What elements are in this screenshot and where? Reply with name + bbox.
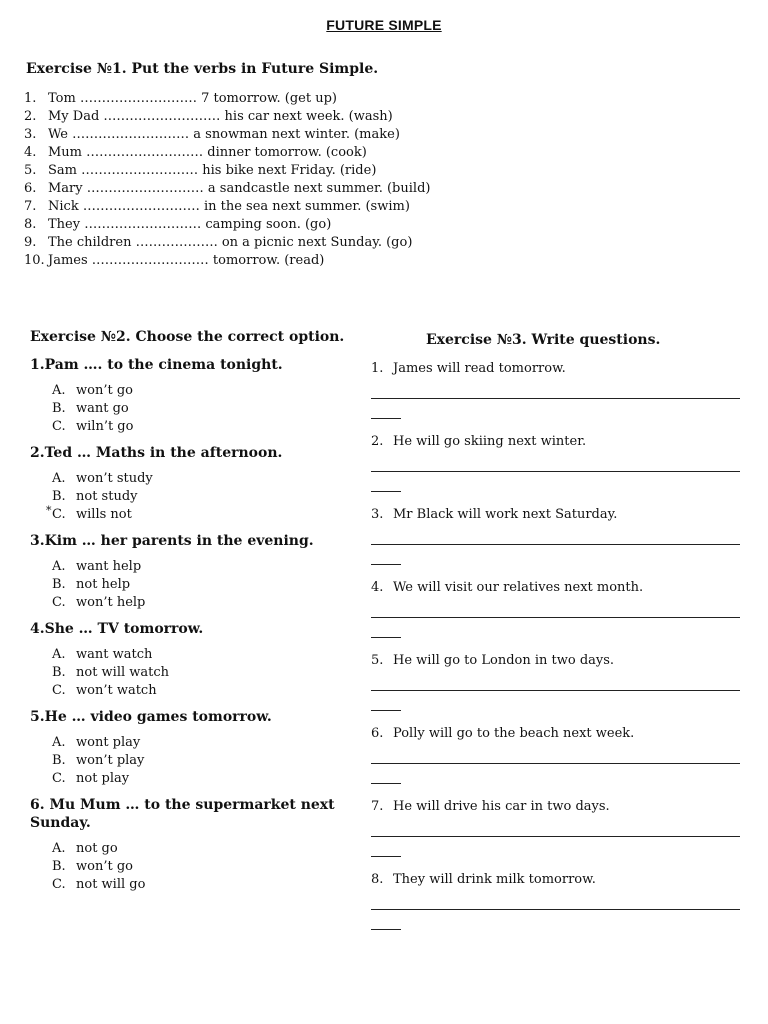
option-text: wont play <box>76 735 141 750</box>
exercise1-item-text: We ……………………… a snowman next winter. (make) <box>48 127 400 142</box>
exercise3-item-number: 8. <box>371 872 384 887</box>
exercise1-item <box>24 90 430 108</box>
answer-option <box>30 876 350 894</box>
answer-option <box>30 418 350 436</box>
exercise1-item <box>24 144 430 162</box>
answer-line <box>371 544 740 545</box>
option-text: won’t watch <box>76 683 157 698</box>
question-block <box>30 532 350 612</box>
exercise1-item-text: Nick ……………………… in the sea next summer. (swim) <box>48 199 410 214</box>
exercise1-item <box>24 126 430 144</box>
answer-option <box>30 488 350 506</box>
question-block <box>30 796 350 894</box>
option-text: not will go <box>76 877 146 892</box>
option-letter: A. <box>52 471 66 486</box>
answer-option <box>30 470 350 488</box>
answer-option <box>30 752 350 770</box>
exercise3-sentence <box>371 360 741 378</box>
answer-line <box>371 690 740 691</box>
exercise3-sentence <box>371 433 741 451</box>
question-stem: 5.He … video games tomorrow. <box>30 709 272 725</box>
exercise3-item <box>371 798 741 871</box>
option-list <box>30 646 350 700</box>
exercise3-item-text: He will go skiing next winter. <box>393 434 587 449</box>
answer-line-continuation <box>371 491 401 492</box>
answer-option <box>30 594 350 612</box>
exercise3-item <box>371 433 741 506</box>
option-letter: B. <box>52 665 66 680</box>
question-stem: 4.She … TV tomorrow. <box>30 621 204 637</box>
exercise1-item <box>24 162 430 180</box>
exercise1-heading: Exercise №1. Put the verbs in Future Simple. <box>26 61 379 77</box>
answer-option <box>30 770 350 788</box>
answer-line-continuation <box>371 710 401 711</box>
answer-line <box>371 617 740 618</box>
exercise3-item-text: He will drive his car in two days. <box>393 799 610 814</box>
answer-line <box>371 763 740 764</box>
exercise3-sentence <box>371 798 741 816</box>
option-text: not play <box>76 771 130 786</box>
exercise1-item-number: 1. <box>24 91 37 106</box>
option-text: wills not <box>76 507 132 522</box>
answer-line-continuation <box>371 856 401 857</box>
exercise3-sentence <box>371 871 741 889</box>
question-stem: 2.Ted … Maths in the afternoon. <box>30 445 283 461</box>
exercise1-item-number: 3. <box>24 127 37 142</box>
exercise3-sentence <box>371 506 741 524</box>
option-text: not help <box>76 577 131 592</box>
answer-line <box>371 909 740 910</box>
question-stem: 3.Kim … her parents in the evening. <box>30 533 314 549</box>
exercise1-item-number: 4. <box>24 145 37 160</box>
question-block <box>30 708 350 788</box>
option-letter: A. <box>52 841 66 856</box>
question-stem: 6. Mu Mum … to the supermarket next Sunday. <box>30 797 335 831</box>
option-text: won’t study <box>76 471 153 486</box>
option-text: want go <box>76 401 129 416</box>
option-list <box>30 382 350 436</box>
question-stem: 1.Pam …. to the cinema tonight. <box>30 357 283 373</box>
exercise1-item-text: The children ………………. on a picnic next Sunday. (go) <box>48 235 413 250</box>
option-letter: C. <box>52 507 66 522</box>
option-text: not go <box>76 841 118 856</box>
exercise3-item-number: 2. <box>371 434 384 449</box>
exercise3-item-number: 3. <box>371 507 384 522</box>
exercise1-item-text: Mary ……………………… a sandcastle next summer. (build) <box>48 181 431 196</box>
exercise3-item-text: Polly will go to the beach next week. <box>393 726 635 741</box>
option-letter: A. <box>52 735 66 750</box>
exercise1-item <box>24 180 430 198</box>
exercise3-item <box>371 725 741 798</box>
option-text: want watch <box>76 647 153 662</box>
exercise3-heading: Exercise №3. Write questions. <box>426 332 661 348</box>
exercise3-sentence <box>371 652 741 670</box>
exercise3-item-number: 6. <box>371 726 384 741</box>
exercise1-item-text: Sam ……………………… his bike next Friday. (ride) <box>48 163 377 178</box>
exercise1-item-number: 9. <box>24 235 37 250</box>
answer-line <box>371 836 740 837</box>
answer-line-continuation <box>371 783 401 784</box>
exercise1-list <box>24 90 430 270</box>
exercise3-sentence <box>371 725 741 743</box>
exercise3-list <box>371 360 741 944</box>
exercise1-item <box>24 216 430 234</box>
asterisk-mark: * <box>46 504 52 517</box>
page-title: FUTURE SIMPLE <box>326 17 442 33</box>
answer-option <box>30 664 350 682</box>
answer-option <box>30 858 350 876</box>
exercise3-item-text: We will visit our relatives next month. <box>393 580 644 595</box>
answer-option <box>30 734 350 752</box>
option-text: won’t go <box>76 383 133 398</box>
exercise1-item-text: James ……………………… tomorrow. (read) <box>48 253 325 268</box>
exercise1-item <box>24 252 430 270</box>
exercise3-item <box>371 871 741 944</box>
question-block <box>30 620 350 700</box>
exercise3-item-text: Mr Black will work next Saturday. <box>393 507 618 522</box>
exercise1-item-number: 7. <box>24 199 37 214</box>
option-text: won’t help <box>76 595 146 610</box>
answer-line-continuation <box>371 564 401 565</box>
answer-option <box>30 576 350 594</box>
answer-option <box>30 646 350 664</box>
option-letter: C. <box>52 771 66 786</box>
exercise1-item-text: Mum ……………………… dinner tomorrow. (cook) <box>48 145 367 160</box>
exercise1-item <box>24 108 430 126</box>
exercise2-heading: Exercise №2. Choose the correct option. <box>30 329 345 345</box>
exercise3-item-text: They will drink milk tomorrow. <box>393 872 596 887</box>
exercise1-item-number: 5. <box>24 163 37 178</box>
option-letter: B. <box>52 859 66 874</box>
exercise3-sentence <box>371 579 741 597</box>
answer-option <box>30 506 350 524</box>
answer-option <box>30 382 350 400</box>
exercise3-item-text: He will go to London in two days. <box>393 653 615 668</box>
exercise1-item-number: 6. <box>24 181 37 196</box>
answer-option <box>30 840 350 858</box>
exercise3-item <box>371 506 741 579</box>
answer-line <box>371 471 740 472</box>
option-letter: C. <box>52 683 66 698</box>
option-text: wiln’t go <box>76 419 134 434</box>
exercise1-item <box>24 234 430 252</box>
option-text: want help <box>76 559 142 574</box>
option-letter: B. <box>52 577 66 592</box>
exercise1-item-number: 10. <box>24 253 45 268</box>
option-letter: B. <box>52 753 66 768</box>
option-text: not will watch <box>76 665 170 680</box>
option-list <box>30 558 350 612</box>
exercise3-item-number: 1. <box>371 361 384 376</box>
exercise1-item-text: My Dad ……………………… his car next week. (wash) <box>48 109 393 124</box>
exercise3-item <box>371 360 741 433</box>
option-letter: C. <box>52 595 66 610</box>
option-list <box>30 470 350 524</box>
option-text: won’t play <box>76 753 145 768</box>
exercise3-item-number: 7. <box>371 799 384 814</box>
answer-line-continuation <box>371 418 401 419</box>
exercise1-item <box>24 198 430 216</box>
exercise3-item <box>371 652 741 725</box>
exercise1-item-text: They ……………………… camping soon. (go) <box>48 217 332 232</box>
exercise3-item-number: 5. <box>371 653 384 668</box>
option-letter: B. <box>52 401 66 416</box>
exercise3-item-text: James will read tomorrow. <box>393 361 566 376</box>
option-letter: A. <box>52 647 66 662</box>
exercise1-item-text: Tom ……………………… 7 tomorrow. (get up) <box>48 91 338 106</box>
exercise3-item-number: 4. <box>371 580 384 595</box>
option-text: won’t go <box>76 859 133 874</box>
exercise3-item <box>371 579 741 652</box>
option-letter: B. <box>52 489 66 504</box>
option-letter: A. <box>52 383 66 398</box>
exercise1-item-number: 8. <box>24 217 37 232</box>
option-letter: C. <box>52 419 66 434</box>
option-list <box>30 734 350 788</box>
answer-line-continuation <box>371 929 401 930</box>
option-letter: A. <box>52 559 66 574</box>
exercise2-questions <box>30 356 350 902</box>
option-list <box>30 840 350 894</box>
option-letter: C. <box>52 877 66 892</box>
answer-option <box>30 682 350 700</box>
question-block <box>30 444 350 524</box>
option-text: not study <box>76 489 138 504</box>
answer-option <box>30 558 350 576</box>
answer-line <box>371 398 740 399</box>
answer-line-continuation <box>371 637 401 638</box>
question-block <box>30 356 350 436</box>
answer-option <box>30 400 350 418</box>
exercise1-item-number: 2. <box>24 109 37 124</box>
